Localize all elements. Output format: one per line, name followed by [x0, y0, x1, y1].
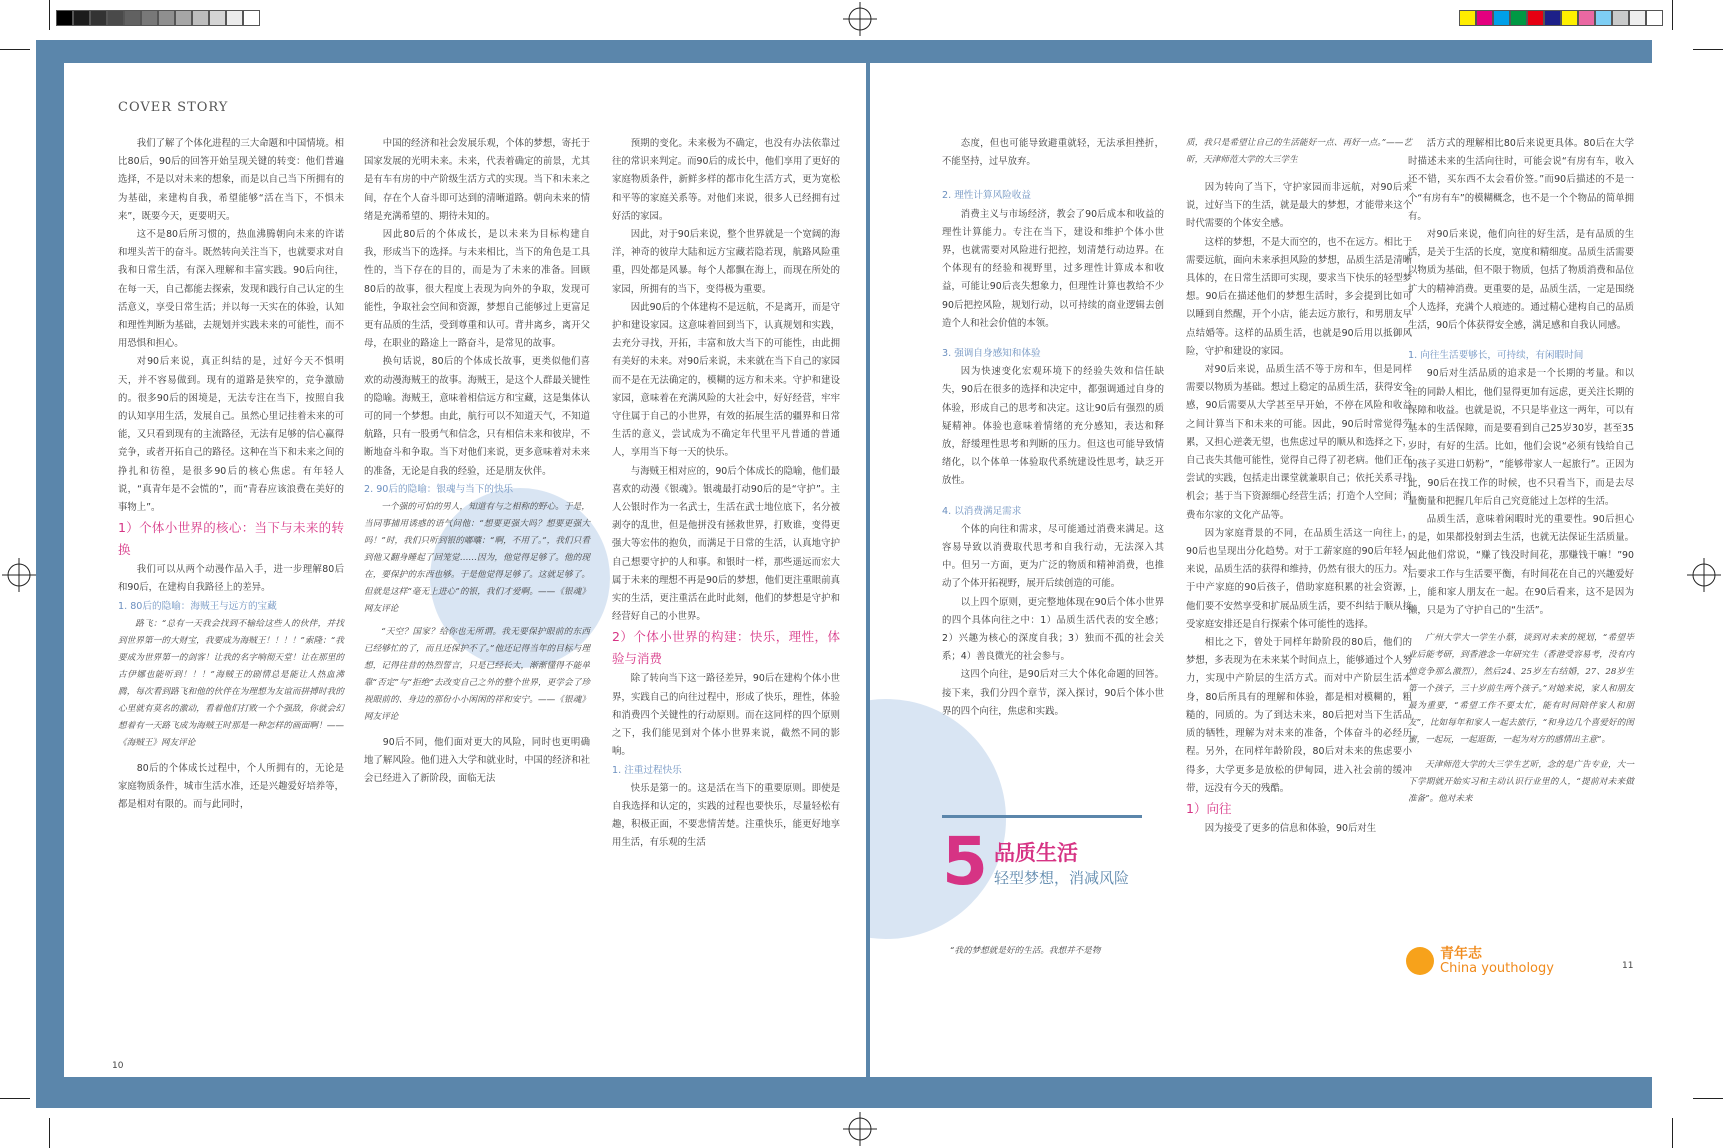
paragraph: 与海贼王相对应的，90后个体成长的隐喻，他们最喜欢的动漫《银魂》。银魂最打动90后的是“守护”。主人公银时作为一名武士，生活在武士地位底下，名分被剥夺的乱世，但是他拼没有拯救世界，打败谁，变得更强大等宏伟的抱负，而满足于日常的生活，认真地守护自己想要守护的人和事。和银时一样，那些遥远而宏大属于未来的理想不再是90后的梦想，他们更注重眼前真实的生活，更注重活在此时此刻，他们的梦想是守护和经营好自己的小世界。	[612, 465, 840, 623]
registration-mark-icon	[1687, 558, 1721, 592]
china-youthology-logo	[1406, 943, 1586, 987]
paragraph: 品质生活，意味着闲暇时光的重要性。90后担心的是，如果都投射到去生活，也就无法保证生活质量。因此他们常说，“赚了钱没时间花，那赚钱干嘛！”90后要求工作与生活要平衡，有时间花在自己的兴趣爱好上，能和家人朋友在一起。在90后看来，这不是因为懒，只是为了守护自己的“生活”。	[1408, 514, 1634, 617]
paragraph: 因为接受了更多的信息和体验，90后对生	[1204, 822, 1377, 834]
left-column-3	[612, 135, 840, 853]
minor-heading: 2. 90后的隐喻：银魂与当下的快乐	[364, 483, 514, 495]
left-page	[64, 63, 866, 1077]
paragraph: 对90后来说，品质生活不等于房和车，但是同样需要以物质为基础。想过上稳定的品质生活，获得安全感，90后需要从大学甚至早开始，不停在风险和收益之间计算当下和未来的可能。因此，90后时常觉得劳累，又担心逆袭无望，也焦虑过早的顺从和选择之下，自己丧失其他可能性，觉得自己得了初老病。他们正在尝试的实践，包括走出课堂就兼职自己；依托关系寻找机会；基于当下资源细心经营生活；打造个人空间；消费布尔家的文化产品等。	[1186, 364, 1412, 521]
paragraph: 态度，但也可能导致避重就轻，无法承担挫折，不能坚持，过早放弃。	[942, 138, 1164, 168]
crop-mark	[1693, 49, 1723, 50]
minor-heading: 4. 以消费满足需求	[942, 505, 1022, 517]
subsection-heading: 2）个体小世界的构建：快乐，理性，体验与消费	[612, 629, 840, 667]
subsection-heading: 1）个体小世界的核心：当下与未来的转换	[118, 520, 344, 558]
registration-mark-icon	[843, 2, 877, 36]
paragraph: 因此，对于90后来说，整个世界就是一个宽阔的海洋，神奇的彼岸大陆和远方宝藏若隐若现，航路风险重重，四处都是风暴。每个人都飘在海上，而现在所处的家园，所拥有的当下，变得极为重要。	[612, 229, 840, 295]
paragraph: 以上四个原则，更完整地体现在90后个体小世界的四个具体向往之中：1）品质生活代表的安全感；2）兴趣为核心的深度自我；3）独而不孤的社会关系；4）善良微光的社会参与。	[942, 596, 1164, 663]
paragraph: 中国的经济和社会发展乐观，个体的梦想，寄托于国家发展的光明未来。未来，代表着确定的前景，尤其是有车有房的中产阶级生活方式的实现。当下和未来之间，存在个人奋斗即可达到的清晰道路。朝向未来的情绪是充满希望的、期待未知的。	[364, 138, 590, 222]
registration-mark-icon	[2, 558, 36, 592]
paragraph: 因为家庭背景的不同，在品质生活这一向往上，90后也呈现出分化趋势。对于工薪家庭的90后年轻人来说，品质生活的获得和维持，仍然有很大的压力。对于中产家庭的90后孩子，借助家庭积累的社会资源，他们要不安然享受和扩展品质生活，要不纠结于顺从接受家庭安排还是自行探索个体可能性的选择。	[1186, 527, 1412, 630]
logo-english-text: China youthology	[1440, 961, 1554, 976]
paragraph: 80后的个体成长过程中，个人所拥有的，无论是家庭物质条件，城市生活水准，还是兴趣爱好培养等，都是相对有限的。而与此同时，	[118, 762, 344, 811]
section-rule	[942, 815, 1142, 818]
paragraph: 换句话说，80后的个体成长故事，更类似他们喜欢的动漫海贼王的故事。海贼王，是这个人群最关键性的隐喻。海贼王，意味着相信远方和宝藏，这是集体认可的同一个梦想。由此，航行可以不知道天气，不知道航路，只有一股勇气和信念，只有相信未来和彼岸，不断地奋斗和争取。当下对他们来说，更多意味着对未来的准备，无论是自我的经验，还是朋友伙伴。	[364, 356, 590, 477]
minor-heading: 3. 强调自身感知和体验	[942, 348, 1041, 360]
paragraph: 除了转向当下这一路径差异，90后在建构个体小世界，实践自己的向往过程中，形成了快乐，理性，体验和消费四个关键性的行动原则。而在这同样的四个原则之下，我们能见到对个体小世界来说，截然不同的影响。	[612, 673, 840, 758]
logo-chinese-text: 青年志	[1440, 946, 1482, 962]
registration-mark-icon	[843, 1112, 877, 1146]
decorative-circle	[870, 699, 1006, 939]
quote-block: 质，我只是希望让自己的生活能好一点、再好一点。”——艺昕，天津师范大学的大三学生	[1186, 138, 1412, 165]
paragraph: 因为快速变化宏观环境下的经验失效和信任缺失，90后在很多的选择和决定中，都强调通过自身的体验，形成自己的思考和决定。这让90后有强烈的质疑精神。体验也意味着情绪的充分感知，表达和释放，舒缓理性思考和判断的压力。但这也可能导致情绪化，以个体单一体验取代系统建设性思考，缺乏开放性。	[942, 366, 1164, 487]
paragraph: 活方式的理解相比80后来说更具体。80后在大学时描述未来的生活向往时，可能会说“有房有车，收入还不错，买东西不太会看价签。”而90后描述的不是一个“有房有车”的模糊概念，也不是一个个物品的简单拥有。	[1408, 138, 1634, 222]
crop-mark	[1672, 1118, 1673, 1148]
paragraph: 消费主义与市场经济，教会了90后成本和收益的理性计算能力。专注在当下，建设和维护个体小世界，也就需要对风险进行把控，划清楚行动边界。在个体现有的经验和视野里，过多理性计算成本和收益，可能让90后丧失想象力，但理性计算也教给不少90后把控风险，规划行动，以可持续的商业逻辑去创造个人和社会价值的本领。	[942, 208, 1164, 329]
minor-heading: 1. 向往生活要够长，可持续，有闲暇时间	[1408, 350, 1584, 362]
paragraph: 个体的向往和需求，尽可能通过消费来满足。这容易导致以消费取代思考和自我行动，无法深入其中。但另一方面，更为广泛的物质和精神消费，也推动了个体开拓视野，展开后续创造的可能。	[942, 523, 1164, 590]
page-number: 10	[112, 1061, 124, 1071]
crop-mark	[1672, 0, 1673, 30]
quote-block: “我的梦想就是好的生活。我想并不是物	[950, 946, 1101, 956]
paragraph: 对90后来说，他们向往的好生活，是有品质的生活，是关于生活的长度，宽度和精细度。品质生活需要以物质为基础，但不限于物质，包括了物质消费和品位扩大的精神消费。更重要的是，品质生活，一定是围绕个人选择，充满个人痕迹的。通过精心建构自己的品质生活，90后个体获得安全感，满足感和自我认同感。	[1408, 229, 1634, 332]
grayscale-swatches	[56, 10, 260, 26]
quote-block: 路飞：“总有一天我会找到不输给这些人的伙伴，并找到世界第一的大财宝，我要成为海贼王！！！！”索隆：“我要成为世界第一的剑客！让我的名字响彻天堂！让在那里的古伊娜也能听到！！！”海贼王的剧情总是能让人热血沸腾，每次看到路飞和他的伙伴在为理想为友谊而拼搏时我的心里就有莫名的激动，看着他们打败一个个强敌，你就会幻想着有一天路飞成为海贼王时那是一种怎样的画面啊！——《海贼王》网友评论	[118, 618, 344, 748]
crop-mark	[0, 49, 30, 50]
page-number: 11	[1622, 961, 1634, 971]
quote-block: 一个强的可怕的男人，知道有与之相称的野心。于是，当同事捕用诱惑的语气问他：“想要更强大吗？想要更强大吗！”时，我们只听到银的嘟囔：“啊，不用了。”，我们只看到他又翻身睡起了回笼觉……因为，他觉得足够了。他的现在，要保护的东西也够。于是他觉得足够了。这就足够了。但就是这样“毫无上进心”的银，我们才爱啊。——《银魂》网友评论	[364, 502, 590, 615]
section-subtitle: 轻型梦想，消减风险	[994, 869, 1130, 887]
paragraph: 因此90后的个体建构不是远航，不是离开，而是守护和建设家园。这意味着回到当下，认真规划和实践，去充分寻找，开拓，丰富和放大当下的可能性，由此拥有美好的未来。对90后来说，未来就在当下自己的家园而不是在无法确定的，模糊的远方和未来。守护和建设家园，意味着在充满风险的大社会中，好好经营，牢牢守住属于自己的小世界，有效的拓展生活的疆界和日常生活的意义，尝试成为不确定年代里平凡普通的普通人，享用当下每一天的快乐。	[612, 301, 840, 459]
minor-heading: 1. 80后的隐喻：海贼王与远方的宝藏	[118, 600, 277, 612]
paragraph: 预期的变化。未来极为不确定，也没有办法依靠过往的常识来判定。而90后的成长中，他们享用了更好的家庭物质条件，新鲜多样的都市化生活方式，更为宽松和平等的家庭关系等。对他们来说，很多人已经拥有过好活的家园。	[612, 138, 840, 222]
sun-logo-icon	[1406, 947, 1434, 975]
crop-mark	[49, 1118, 50, 1148]
minor-heading: 2. 理性计算风险收益	[942, 190, 1031, 202]
paragraph: 相比之下，曾处于同样年龄阶段的80后，他们的梦想，多表现为在未来某个时间点上，能够通过个人努力，实现中产阶层的生活方式。而对中产阶层生活本身，80后所具有的理解和体验，都是相对模糊的，粗糙的，同质的。为了到达未来，80后把对当下生活品质的牺牲，理解为对未来的准备，个体奋斗的必经历程。另外，在同样年龄阶段，80后对未来的焦虑要小得多，大学更多是放松的伊甸园，进入社会前的缓冲带，远没有今天的残酷。	[1186, 637, 1412, 794]
paragraph: 这四个向往，是90后对三大个体化命题的回答。接下来，我们分四个章节，深入探讨，90后个体小世界的四个向往，焦虑和实践。	[942, 669, 1164, 717]
crop-mark	[49, 0, 50, 30]
right-column-1	[942, 135, 1164, 721]
paragraph: 因此80后的个体成长，是以未来为目标构建自我，形成当下的选择。与未来相比，当下的角色是工具性的，当下存在的目的，而是为了未来的准备。回顾80后的故事，很大程度上表现为向外的争取，发现可能性，争取社会空间和资源，梦想自己能够过上更富足更有品质的生活，受到尊重和认可。背井离乡，离开父母，在职业的路途上一路奋斗，是常见的故事。	[364, 229, 590, 350]
paragraph: 我们可以从两个动漫作品入手，进一步理解80后和90后，在建构自我路径上的差异。	[118, 564, 344, 594]
quote-block: 广州大学大一学生小蔡，谈到对未来的规划，“希望毕业后能考研，到香港念一年研究生（香港受容易考，没有内地竞争那么激烈），然后24、25岁左右结婚，27、28岁生第一个孩子，三十岁前生两个孩子。”对她来说，家人和朋友最为重要，“希望工作不要太忙，能有时间陪伴家人和朋友”，比如每年和家人一起去旅行，“和身边几个喜爱好的闺蜜，一起玩，一起逛街，一起为对方的感情出主意”。	[1408, 633, 1634, 746]
section-number: 5	[942, 823, 988, 900]
crop-mark	[0, 1098, 30, 1099]
paragraph: 我们了解了个体化进程的三大命题和中国情境。相比80后，90后的回答开始呈现关键的转变：他们普遍选择，不是以对未来的想象，而是以自己当下所拥有的为基础，来建构自我，希望能够“活在当下，不惧未来”，既要今天，更要明天。	[118, 138, 344, 222]
quote-block: “天空？国家？给你也无所谓。我无要保护眼前的东西已经够忙的了，而且还保护不了。”他还记得当年的目标与理想，记得往昔的热烈誓言，只是已经长大，渐渐懂得不能单靠“否定”与“拒绝”去改变自己之外的整个世界，更学会了珍视眼前的、身边的那份小小闲闲的祥和安宁。——《银魂》网友评论	[364, 627, 590, 723]
quote-block: 天津师范大学的大三学生艺昕，念的是广告专业，大一下学期就开始实习和主动认识行业里的人，“提前对未来做准备”。他对未来	[1408, 760, 1634, 805]
right-page	[870, 63, 1660, 1077]
paragraph: 因为转向了当下，守护家园而非远航，对90后来说，过好当下的生活，就是最大的梦想，才能带来这个时代需要的个体安全感。	[1186, 182, 1412, 230]
paragraph: 对90后来说，真正纠结的是，过好今天不惧明天，并不容易做到。现有的道路是狭窄的，竞争激励的。很多90后的困境是，无法专注在当下，按照自我的认知享用生活，发展自己。虽然心里记挂着未来的可能，又只看到现有的主流路径，无法有足够的信心赢得竞争，或者开拓自己的路径。这种在当下和未来之间的挣扎和彷徨，是很多90后的核心焦虑。有年轻人说，“真青年是不会慌的”，而“青春应该浪费在美好的事物上”。	[118, 356, 344, 514]
left-column-2	[364, 135, 590, 789]
section-header: COVER STORY	[118, 100, 229, 115]
paragraph: 这不是80后所习惯的，热血沸腾朝向未来的许诺和埋头苦干的奋斗。既然转向关注当下，也就要求对自我和日常生活，有深入理解和丰富实践。90后向往，在每一天，自己都能去探索，发现和践行自己认定的生活意义，享受日常生活；并以每一天实在的体验，认知和理性判断为基础，去规划并实践未来的可能性，而不用恐惧和担心。	[118, 229, 344, 350]
right-column-2	[1186, 135, 1412, 838]
paragraph: 90后对生活品质的追求是一个长期的考量。和以往的同龄人相比，他们显得更加有远虑，更关注长期的保障和收益。也就是说，不只是毕业这一两年，可以有基本的生活保障，而是要看到自己25岁30岁，甚至35岁时，有好的生活。比如，他们会说“必须有钱给自己的孩子买进口奶粉”，“能够带家人一起旅行”。正因为此，90后在找工作的时候，也不只看当下，而是去尽量衡量和把握几年后自己究竟能过上怎样的生活。	[1408, 368, 1634, 507]
crop-mark	[1693, 1098, 1723, 1099]
paragraph: 快乐是第一的。这是活在当下的重要原则。即使是自我选择和认定的，实践的过程也要快乐，尽量轻松有趣，积极正面，不要悲情苦楚。注重快乐，能更好地享用生活，有乐观的生活	[612, 782, 840, 849]
color-swatches	[1459, 10, 1663, 26]
subsection-heading: 1）向往	[1186, 800, 1232, 816]
section-title-block	[942, 815, 1142, 900]
minor-heading: 1. 注重过程快乐	[612, 764, 682, 776]
paragraph: 这样的梦想，不是大而空的，也不在远方。相比于需要远航，面向未来承担风险的梦想，品质生活是清晰具体的，在日常生活即可实现，要求当下快乐的轻型梦想。90后在描述他们的梦想生活时，多会提到比如可以睡到自然醒，开个小店，能去远方旅行，和男朋友早点结婚等。这样的品质生活，也就是90后用以抵御风险，守护和建设的家园。	[1186, 236, 1412, 357]
left-column-1	[118, 135, 344, 814]
right-column-3	[1408, 135, 1634, 808]
section-title: 品质生活	[994, 841, 1078, 865]
paragraph: 90后不同，他们面对更大的风险，同时也更明确地了解风险。他们进入大学和就业时，中国的经济和社会已经进入了新阶段，面临无法	[364, 737, 590, 785]
